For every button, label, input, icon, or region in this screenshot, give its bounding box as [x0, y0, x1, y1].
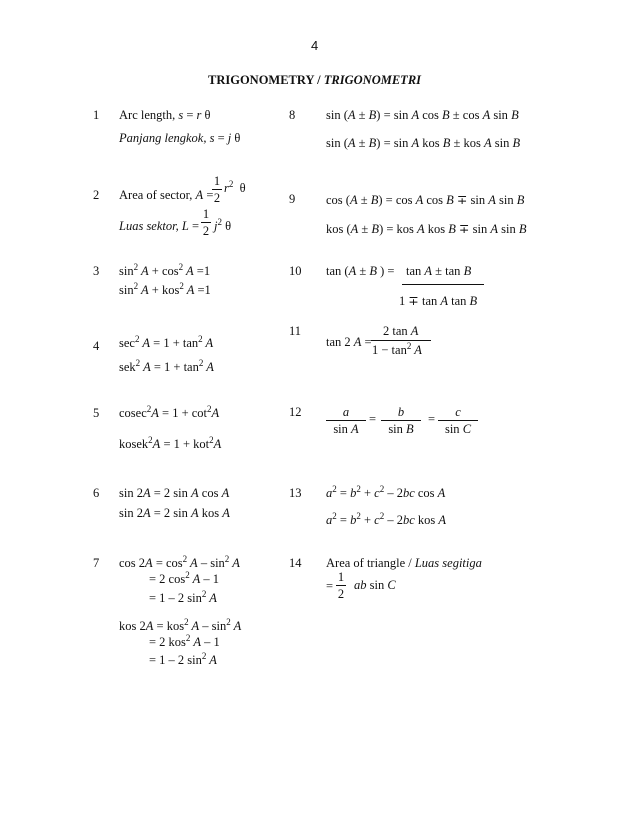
page-title: [208, 73, 421, 88]
formula-11-lhs: tan 2 A =: [326, 335, 372, 349]
formula-2-malay-fraction: 1 2: [202, 207, 210, 238]
formula-14-rhs: ab sin C: [354, 578, 396, 592]
formula-10-numerator: tan A ± tan B: [406, 264, 472, 278]
formula-7-malay-line2: = 2 kos$^2$ A – 1: [149, 633, 220, 649]
formula-3-english: $\sin^2 A + \cos^2 A =1$: [119, 262, 211, 278]
formula-2-malay: Luas sektor, L =: [119, 219, 199, 233]
formula-5-malay: kosek$^2$A = 1 + kot$^2$A: [119, 435, 222, 451]
formula-2-english-rhs: $r^2$ θ: [224, 179, 246, 195]
formula-8-malay: sin (A ± B) = sin A kos B ± kos A sin B: [326, 136, 521, 150]
formula-13-malay: $a^2 = b^2 + c^2 - 2bc$ kos A: [326, 511, 447, 527]
formula-10-denominator: 1 ∓ tan A tan B: [399, 294, 478, 308]
formula-4-malay: sek$^2$ $A = 1 + \tan^2 A$: [119, 358, 214, 374]
formula-12-fraction-c: c sin C: [438, 405, 478, 436]
formula-11-numerator: 2 tan A: [383, 324, 419, 338]
formula-10-fraction-bar: [402, 284, 484, 285]
formula-number-7: 7: [93, 556, 100, 570]
formula-number-6: 6: [93, 486, 100, 500]
formula-number-5: 5: [93, 406, 100, 420]
formula-11-denominator: $1 - \tan^2 A$: [372, 341, 422, 357]
formula-7-english-line2: = 2 $\cos^2 A - 1$: [149, 570, 220, 586]
formula-7-english-line1: $\cos 2A = \cos^2 A - \sin^2 A$: [119, 554, 240, 570]
formula-8-english: sin (A ± B) = sin A cos B ± cos A sin B: [326, 108, 519, 122]
formula-12-fraction-b: b sin B: [381, 405, 421, 436]
formula-12-fraction-a: a sin A: [326, 405, 366, 436]
formula-number-10: 10: [289, 264, 302, 278]
formula-number-8: 8: [289, 108, 296, 122]
formula-number-12: 12: [289, 405, 302, 419]
formula-2-english-fraction: 1 2: [213, 174, 221, 205]
formula-14-fraction: 1 2: [337, 570, 345, 601]
formula-number-9: 9: [289, 192, 296, 206]
formula-6-english: sin 2A = 2 sin A cos A: [119, 486, 230, 500]
formula-14-equals: =: [326, 579, 334, 593]
formula-number-14: 14: [289, 556, 302, 570]
formula-2-malay-rhs: $j^2$ θ: [214, 217, 232, 233]
formula-1-malay: Panjang lengkok, s = j θ: [119, 131, 241, 145]
formula-1-english: Arc length, s = r θ: [119, 108, 211, 122]
formula-13-english: $a^2 = b^2 + c^2 - 2bc$ cos A: [326, 484, 446, 500]
formula-10-lhs: tan (A ± B ) =: [326, 264, 395, 278]
formula-7-malay-line1: kos 2A = kos$^2$ A – $\sin^2 A$: [119, 617, 242, 633]
formula-12-equals-1: =: [369, 412, 377, 426]
page-number: 4: [311, 38, 319, 53]
formula-14-label: Area of triangle / Luas segitiga: [326, 556, 482, 570]
formula-number-1: 1: [93, 108, 100, 122]
formula-7-malay-line3: = 1 – 2 $\sin^2 A$: [149, 651, 217, 667]
formula-11-fraction-bar: [371, 340, 431, 341]
title-malay: TRIGONOMETRI: [323, 73, 422, 87]
formula-3-malay: $\sin^2 A + kos^2$ A =1: [119, 281, 211, 297]
formula-12-equals-2: =: [428, 412, 436, 426]
formula-6-malay: sin 2A = 2 sin A kos A: [119, 506, 230, 520]
formula-number-3: 3: [93, 264, 100, 278]
formula-9-malay: kos (A ± B) = kos A kos B ∓ sin A sin B: [326, 222, 527, 236]
formula-5-english: $cosec^2A = 1 + \cot^2A$: [119, 404, 220, 420]
formula-number-4: 4: [93, 339, 100, 353]
formula-number-11: 11: [289, 324, 302, 338]
formula-number-2: 2: [93, 188, 100, 202]
title-english: TRIGONOMETRY /: [208, 73, 324, 87]
formula-number-13: 13: [289, 486, 302, 500]
formula-7-english-line3: = 1 – 2 $\sin^2 A$: [149, 589, 217, 605]
formula-4-english: $\sec^2 A = 1 + \tan^2 A$: [119, 334, 214, 350]
formula-2-english: Area of sector, A =: [119, 188, 214, 202]
formula-9-english: cos (A ± B) = cos A cos B ∓ sin A sin B: [326, 193, 525, 207]
